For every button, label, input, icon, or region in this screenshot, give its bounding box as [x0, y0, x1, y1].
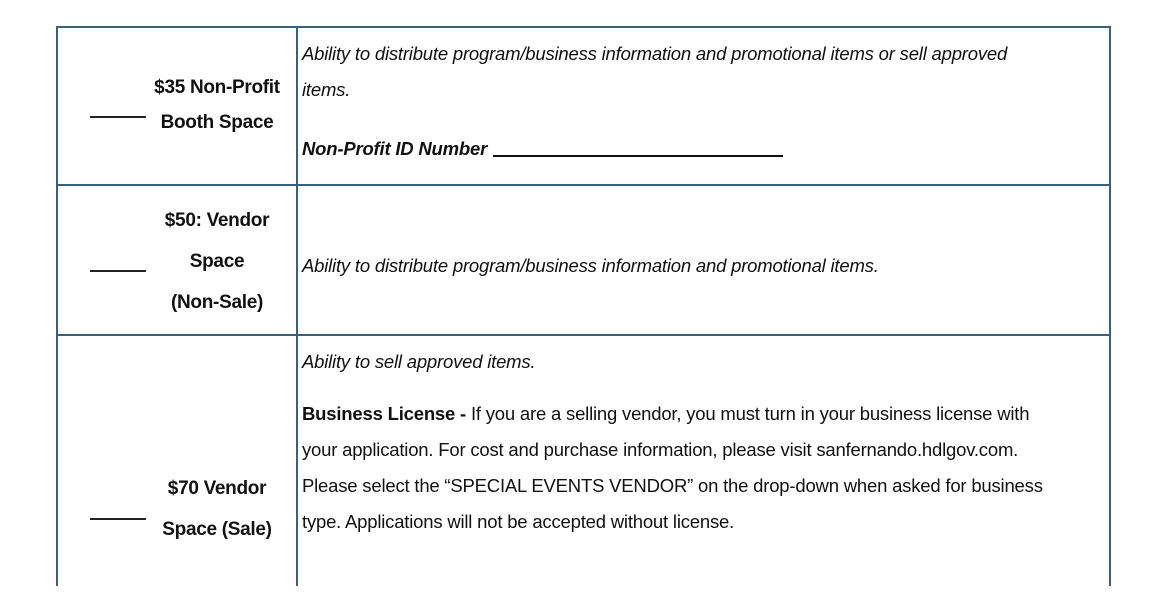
vendor-sale-label — [142, 468, 292, 550]
nonprofit-description — [302, 36, 1102, 108]
license-line: type. Applications will not be accepted without license. — [302, 511, 735, 532]
license-line — [302, 396, 1102, 432]
vendor-sale-checkbox-line[interactable] — [90, 518, 146, 520]
vendor-nonsale-checkbox-line[interactable] — [90, 270, 146, 272]
license-line: Please select the “SPECIAL EVENTS VENDOR” on the drop-down when asked for business — [302, 475, 1043, 496]
label-line: Space — [189, 251, 245, 272]
label-line: (Non-Sale) — [170, 292, 263, 313]
label-line: $70 Vendor — [167, 478, 267, 499]
vendor-sale-description — [302, 344, 1102, 380]
label-line: $35 Non-Profit — [154, 77, 280, 98]
license-line: your application. For cost and purchase information, please visit sanfernando.hdlgov.com. — [302, 439, 1019, 460]
label-line: $50: Vendor — [164, 210, 270, 231]
label-line: Space (Sale) — [162, 519, 272, 540]
license-text: If you are a selling vendor, you must turn in your business license with — [466, 403, 1030, 424]
label-line: Booth Space — [160, 112, 274, 133]
description-line: Ability to distribute program/business information and promotional items. — [302, 255, 879, 276]
nonprofit-id-label: Non-Profit ID Number — [302, 138, 488, 159]
nonprofit-checkbox-line[interactable] — [90, 116, 146, 118]
nonprofit-booth-label — [142, 70, 292, 140]
business-license-notice — [302, 396, 1102, 540]
nonprofit-id-input-line[interactable] — [493, 135, 783, 157]
description-line: Ability to distribute program/business information and promotional items or sell approved — [302, 43, 1008, 64]
vendor-nonsale-label — [142, 200, 292, 323]
nonprofit-id-field — [302, 131, 1102, 167]
description-line: items. — [302, 79, 351, 100]
vendor-nonsale-description — [302, 248, 1102, 284]
license-heading: Business License - — [302, 403, 466, 424]
description-line: Ability to sell approved items. — [302, 351, 536, 372]
